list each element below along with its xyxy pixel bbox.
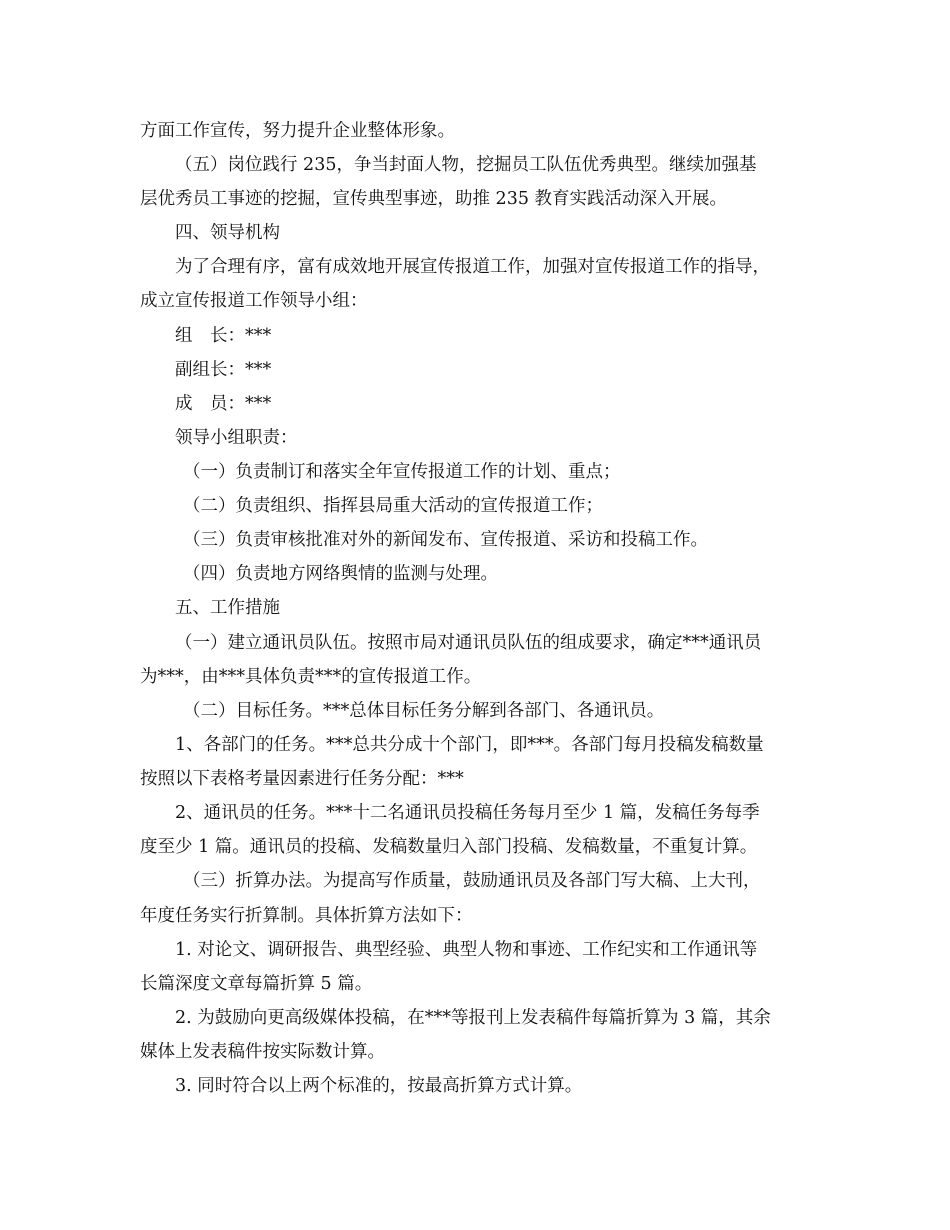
body-line: 成立宣传报道工作领导小组： xyxy=(140,291,368,311)
section-heading: 五、工作措施 xyxy=(175,598,280,618)
body-line: （一）建立通讯员队伍。按照市局对通讯员队伍的组成要求，确定***通讯员 xyxy=(175,633,762,653)
body-line: （四）负责地方网络舆情的监测与处理。 xyxy=(183,564,498,584)
body-line: 成 员：*** xyxy=(175,394,272,414)
body-line: 方面工作宣传，努力提升企业整体形象。 xyxy=(140,121,455,141)
body-line: （二）负责组织、指挥县局重大活动的宣传报道工作； xyxy=(183,496,603,516)
body-line: 2、通讯员的任务。***十二名通讯员投稿任务每月至少 1 篇，发稿任务每季 xyxy=(175,803,760,823)
body-line: 2. 为鼓励向更高级媒体投稿，在***等报刊上发表稿件每篇折算为 3 篇，其余 xyxy=(175,1008,771,1028)
body-line: 媒体上发表稿件按实际数计算。 xyxy=(140,1042,385,1062)
body-line: 副组长：*** xyxy=(175,360,272,380)
body-line: （三）负责审核批准对外的新闻发布、宣传报道、采访和投稿工作。 xyxy=(183,530,708,550)
body-line: 度至少 1 篇。通讯员的投稿、发稿数量归入部门投稿、发稿数量，不重复计算。 xyxy=(140,837,758,857)
body-line: 3. 同时符合以上两个标准的，按最高折算方式计算。 xyxy=(175,1076,583,1096)
body-line: 领导小组职责： xyxy=(175,428,298,448)
body-line: （一）负责制订和落实全年宣传报道工作的计划、重点； xyxy=(183,462,621,482)
body-line: （三）折算办法。为提高写作质量，鼓励通讯员及各部门写大稿、上大刊， xyxy=(183,871,761,891)
body-line: 为***，由***具体负责***的宣传报道工作。 xyxy=(140,667,482,687)
body-line: 1. 对论文、调研报告、典型经验、典型人物和事迹、工作纪实和工作通讯等 xyxy=(175,940,758,960)
body-line: 年度任务实行折算制。具体折算方法如下： xyxy=(140,906,473,926)
body-line: 层优秀员工事迹的挖掘，宣传典型事迹，助推 235 教育实践活动深入开展。 xyxy=(140,189,728,209)
body-line: 为了合理有序，富有成效地开展宣传报道工作，加强对宣传报道工作的指导， xyxy=(175,257,770,277)
body-line: （五）岗位践行 235，争当封面人物，挖掘员工队伍优秀典型。继续加强基 xyxy=(175,155,757,175)
section-heading: 四、领导机构 xyxy=(175,223,280,243)
body-line: 按照以下表格考量因素进行任务分配：*** xyxy=(140,769,464,789)
body-line: 长篇深度文章每篇折算 5 篇。 xyxy=(140,974,373,994)
body-line: 组 长：*** xyxy=(175,326,272,346)
body-line: （二）目标任务。***总体目标任务分解到各部门、各通讯员。 xyxy=(183,701,665,721)
body-line: 1、各部门的任务。***总共分成十个部门，即***。各部门每月投稿发稿数量 xyxy=(175,735,764,755)
